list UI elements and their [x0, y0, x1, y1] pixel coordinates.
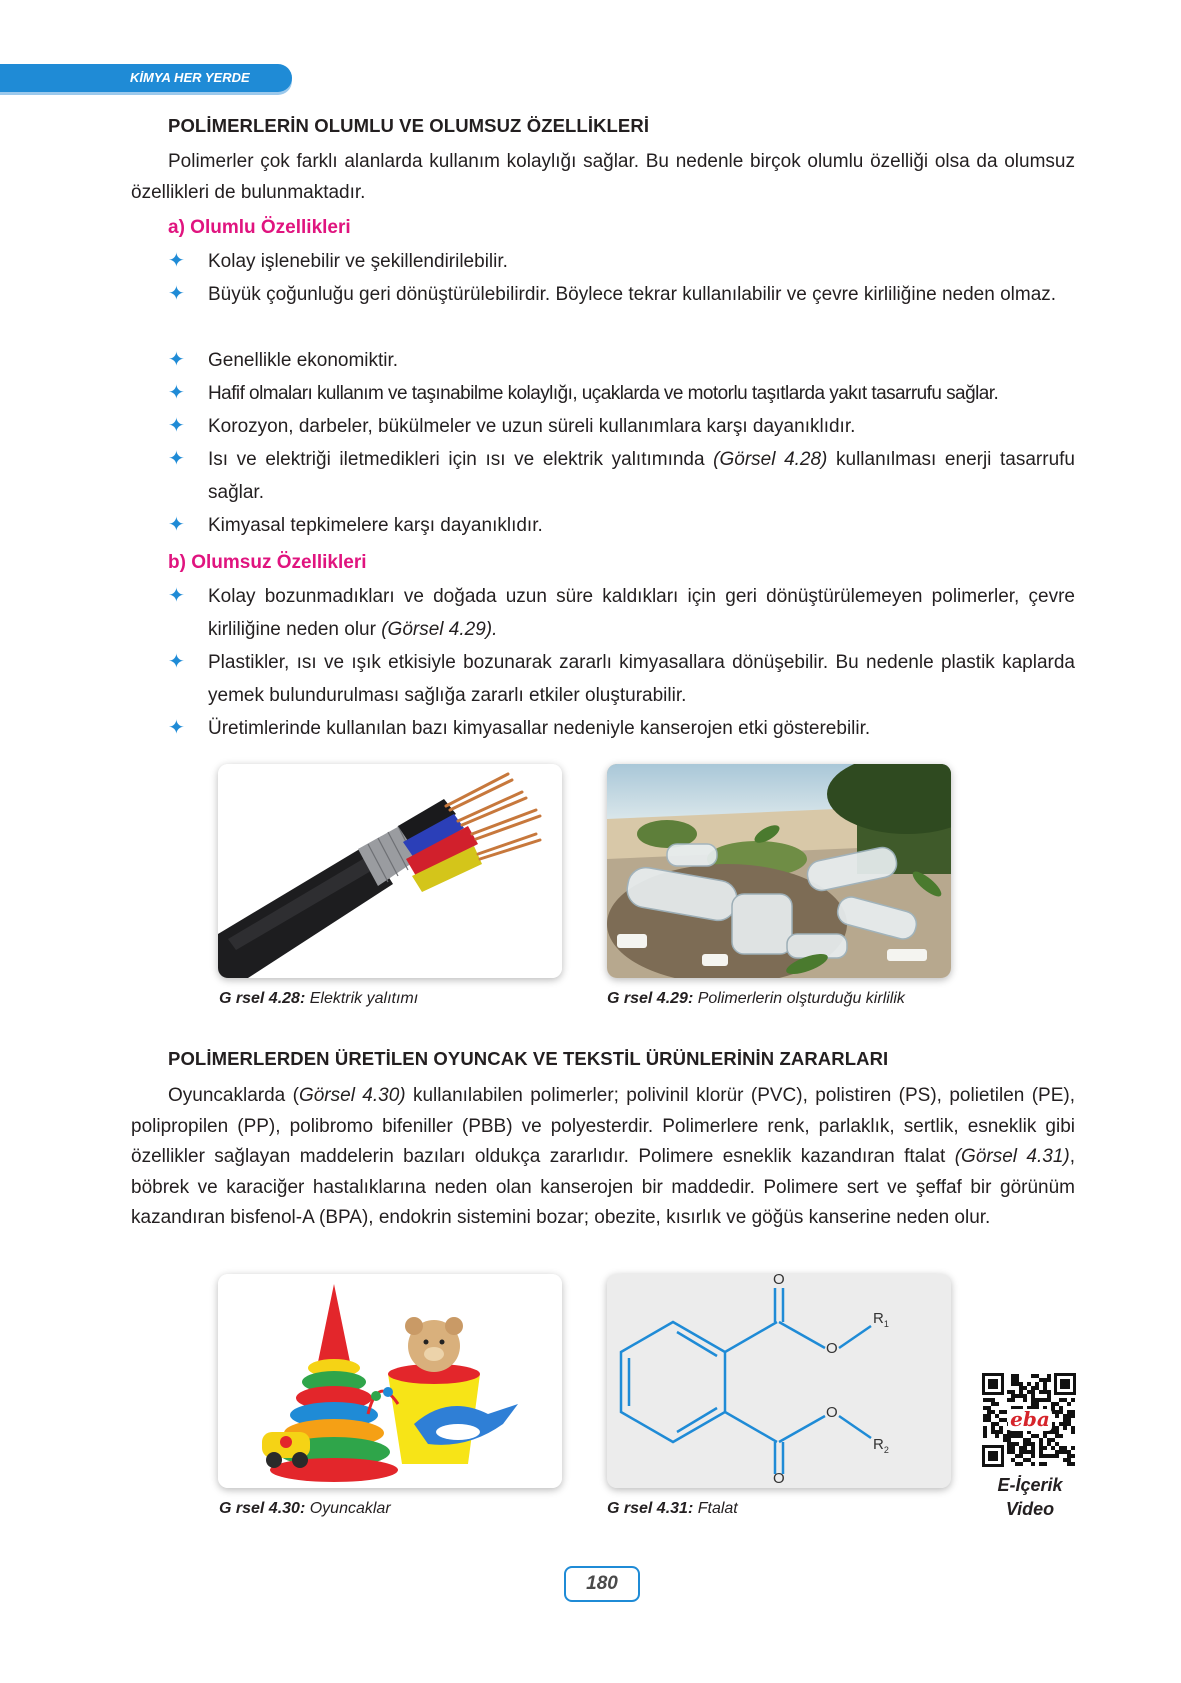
star-bullet-icon: ✦ [168, 585, 185, 607]
page-number: 180 [564, 1566, 640, 1602]
list-item: ✦ Hafif olmaları kullanım ve taşınabilme kolaylığı, uçaklarda ve motorlu taşıtlarda yakıt tasarrufu sağlar. [168, 377, 1075, 410]
star-bullet-icon: ✦ [168, 717, 185, 739]
star-bullet-icon: ✦ [168, 651, 185, 673]
intro-paragraph: Polimerler çok farklı alanlarda kullanım kolaylığı sağlar. Bu nedenle birçok olumlu özelliği olsa da olumsuz özellikleri de bulunmaktadır. [131, 151, 1075, 203]
star-bullet-icon: ✦ [168, 514, 185, 536]
section-title-properties: POLİMERLERİN OLUMLU VE OLUMSUZ ÖZELLİKLERİ [168, 115, 650, 136]
list-item: ✦ Büyük çoğunluğu geri dönüştürülebilirdir. Böylece tekrar kullanılabilir ve çevre kirliliğine neden olmaz. [168, 278, 1075, 311]
list-item: ✦ Plastikler, ısı ve ışık etkisiyle bozunarak zararlı kimyasallara dönüşebilir. Bu nedenle plastik kaplarda yemek bulundurulması sağlığa zararlı etkiler oluşturabilir. [168, 646, 1075, 712]
star-bullet-icon: ✦ [168, 382, 185, 404]
list-item: ✦ Kolay bozunmadıkları ve doğada uzun süre kaldıkları için geri dönüştürülemeyen polimerler, çevre kirliliğine neden olur (Görsel 4.29). [168, 580, 1075, 646]
oxygen-label: O [826, 1404, 838, 1421]
star-bullet-icon: ✦ [168, 250, 185, 272]
figure-caption: G rsel 4.28: Elektrik yalıtımı [219, 990, 419, 1007]
list-item: ✦ Kimyasal tepkimelere karşı dayanıklıdır. [168, 509, 1075, 542]
list-item: ✦ Korozyon, darbeler, bükülmeler ve uzun süreli kullanımlara karşı dayanıklıdır. [168, 410, 1075, 443]
list-item: ✦ Üretimlerinde kullanılan bazı kimyasallar nedeniyle kanserojen etki gösterebilir. [168, 712, 1075, 745]
eba-logo: eba [1010, 1407, 1050, 1431]
list-item: ✦ Kolay işlenebilir ve şekillendirilebilir. [168, 245, 1075, 278]
section-title-toys: POLİMERLERDEN ÜRETİLEN OYUNCAK VE TEKSTİL ÜRÜNLERİNİN ZARARLARI [168, 1048, 889, 1069]
oxygen-label: O [773, 1470, 785, 1487]
list-item: ✦ Genellikle ekonomiktir. [168, 344, 1075, 377]
figure-pollution-image [607, 764, 951, 978]
oxygen-label: O [826, 1340, 838, 1357]
r1-label: $R_1$ [873, 1310, 889, 1329]
chapter-tag: KİMYA HER YERDE [0, 64, 292, 92]
figure-caption: G rsel 4.29: Polimerlerin olşturduğu kirlilik [607, 990, 905, 1007]
star-bullet-icon: ✦ [168, 283, 185, 305]
figure-phthalate-structure [607, 1274, 951, 1488]
qr-code[interactable] [982, 1373, 1076, 1467]
positive-heading: a) Olumlu Özellikleri [168, 217, 351, 238]
negative-heading: b) Olumsuz Özellikleri [168, 552, 367, 573]
list-item: ✦ Isı ve elektriği iletmedikleri için ısı ve elektrik yalıtımında (Görsel 4.28) kullanılması enerji tasarrufu sağlar. [168, 443, 1075, 509]
toys-paragraph: Oyuncaklarda (Görsel 4.30) kullanılabilen polimerler; polivinil klorür (PVC), polistiren (PS), polietilen (PE), polipropilen (PP), polibromo bifeniller (PBB) ve polyesterdir. Polimerlere renk, parlaklık, sertlik, esneklik gibi özellikler sağlayan maddelerin bazıları oldukça zararlıdır. Polimere esneklik kazandıran ftalat (Görsel 4.31), böbrek ve karaciğer hastalıklarına neden olan kanserojen bir maddedir. Polimere sert ve şeffaf bir görünüm kazandıran bisfenol-A (BPA), endokrin sistemini bozar; obezite, kısırlık ve göğüs kanserine neden olur. [131, 1085, 1076, 1228]
figure-cable-image [218, 764, 562, 978]
star-bullet-icon: ✦ [168, 349, 185, 371]
r2-label: $R_2$ [873, 1436, 889, 1455]
figure-toys-image [218, 1274, 562, 1488]
e-content-label: E-İçerik Video [997, 1475, 1063, 1519]
star-bullet-icon: ✦ [168, 415, 185, 437]
figure-caption: G rsel 4.31: Ftalat [607, 1500, 738, 1517]
star-bullet-icon: ✦ [168, 448, 185, 470]
oxygen-label: O [773, 1274, 785, 1288]
figure-caption: G rsel 4.30: Oyuncaklar [219, 1500, 391, 1517]
